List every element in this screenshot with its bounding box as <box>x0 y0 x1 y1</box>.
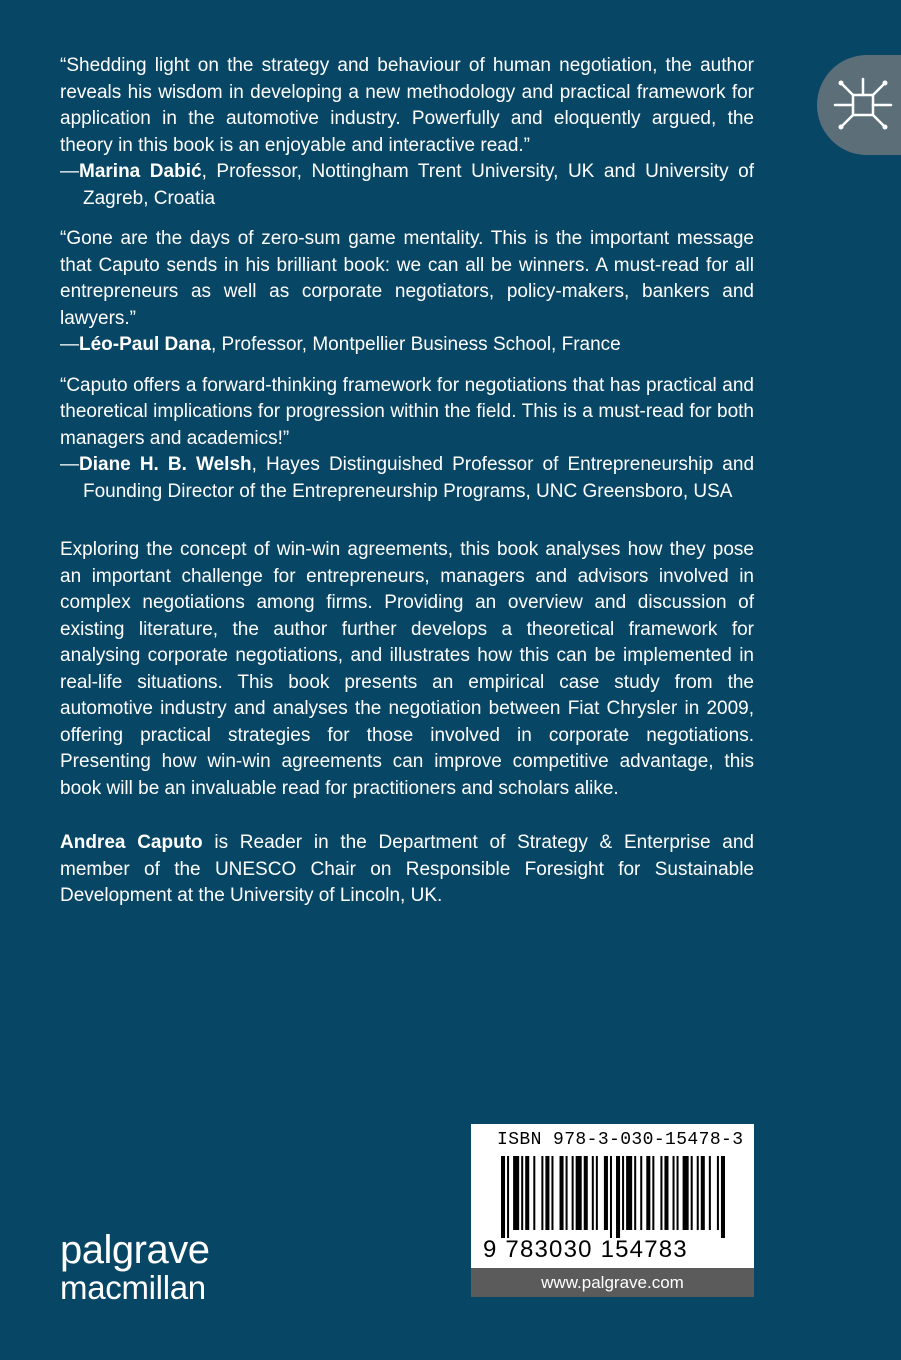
barcode-bar <box>622 1156 624 1230</box>
isbn-label: ISBN 978-3-030-15478-3 <box>497 1130 744 1150</box>
barcode-bar <box>576 1156 582 1230</box>
series-logo-badge <box>817 55 901 155</box>
barcode-bar <box>513 1156 519 1230</box>
barcode-bar <box>683 1156 689 1230</box>
network-square-icon <box>833 75 893 135</box>
endorsement-3 <box>60 373 754 506</box>
barcode-bar <box>610 1156 612 1238</box>
barcode-bar <box>634 1156 636 1230</box>
barcode-bar <box>697 1156 699 1230</box>
endorser-name: Marina Dabić <box>79 161 202 182</box>
barcode-bar <box>592 1156 594 1230</box>
barcode-bar <box>551 1156 553 1230</box>
barcode-bar <box>566 1156 568 1230</box>
barcode-bar <box>652 1156 654 1230</box>
author-bio: Andrea Caputo is Reader in the Department of Strategy & Enterprise and member of the UNESCO Chair on Responsible Foresight for Sustainable Development at the University of Lincoln, UK. <box>60 832 754 906</box>
endorsement-attribution: —Marina Dabić, Professor, Nottingham Trent University, UK and University of Zagreb, Croatia <box>60 161 755 209</box>
barcode-bar <box>701 1156 705 1230</box>
barcode-bar <box>533 1156 535 1230</box>
barcode-bar <box>660 1156 662 1230</box>
barcode-bar <box>572 1156 574 1230</box>
endorsement-2 <box>60 226 754 359</box>
endorser-name: Léo-Paul Dana <box>79 334 211 355</box>
barcode-bar <box>691 1156 693 1230</box>
barcode-bar <box>717 1156 719 1230</box>
endorsement-1 <box>60 53 754 212</box>
barcode-bar <box>584 1156 588 1230</box>
endorser-name: Diane H. B. Welsh <box>79 454 252 475</box>
endorsements <box>60 53 754 505</box>
book-description: Exploring the concept of win-win agreements, this book analyses how they pose an important challenge for entrepreneurs, managers and advisors involved in complex negotiations among firms. Providing an overview and discussion of existing literature, the author further develops a theoretical framework for analysing corporate negotiations, and illustrates how this can be implemented in real-life situations. This book presents an empirical case study from the automotive industry and analyses the negotiation between Fiat Chrysler in 2009, offering practical strategies for those involved in corporate negotiations. Presenting how win-win agreements can improve competitive advantage, this book will be an invaluable read for practitioners and scholars alike. <box>60 539 754 799</box>
endorsement-text: “Shedding light on the strategy and behaviour of human negotiation, the author reveals his wisdom in developing a new methodology and practical framework for application in the automotive industry. Powerfully and eloquently argued, the theory in this book is an enjoyable and interactive read.” <box>60 55 754 156</box>
barcode-bar <box>626 1156 632 1230</box>
barcode-bar <box>664 1156 668 1230</box>
publisher-logo <box>60 1230 209 1306</box>
barcode <box>501 1156 727 1238</box>
barcode-bar <box>560 1156 564 1230</box>
endorsement-attribution: —Diane H. B. Welsh, Hayes Distinguished Professor of Entrepreneurship and Founding Director of the Entrepreneurship Programs, UNC Greensboro, USA <box>60 454 755 502</box>
barcode-bar <box>501 1156 505 1238</box>
back-cover-text <box>60 53 754 910</box>
barcode-bar <box>616 1156 620 1238</box>
barcode-bar <box>709 1156 711 1230</box>
barcode-digits: 9 783030 154783 <box>483 1236 688 1263</box>
barcode-box <box>471 1124 754 1268</box>
barcode-bar <box>541 1156 543 1230</box>
barcode-bar <box>525 1156 529 1230</box>
barcode-bar <box>507 1156 509 1238</box>
endorsement-text: “Caputo offers a forward-thinking framework for negotiations that has practical and theoretical implications for progression within the field. This is a must-read for both managers and academics!” <box>60 374 754 449</box>
barcode-bar <box>646 1156 650 1230</box>
barcode-bar <box>640 1156 642 1230</box>
barcode-bar <box>673 1156 675 1230</box>
publisher-website: www.palgrave.com <box>471 1268 754 1297</box>
barcode-bar <box>521 1156 523 1230</box>
barcode-bar <box>596 1156 598 1230</box>
barcode-bar <box>677 1156 679 1230</box>
barcode-bar <box>721 1156 725 1238</box>
barcode-bar <box>545 1156 549 1230</box>
barcode-bar <box>604 1156 608 1230</box>
author-name: Andrea Caputo <box>60 832 203 853</box>
endorsement-attribution: —Léo-Paul Dana, Professor, Montpellier Business School, France <box>60 334 621 355</box>
endorsement-text: “Gone are the days of zero-sum game mentality. This is the important message that Caputo sends in his brilliant book: we can all be winners. A must-read for all entrepreneurs as well as corporate negotiators, policy-makers, bankers and lawyers.” <box>60 228 754 329</box>
publisher-logo-line1: palgrave <box>60 1228 210 1272</box>
publisher-logo-line2: macmillan <box>60 1269 206 1306</box>
